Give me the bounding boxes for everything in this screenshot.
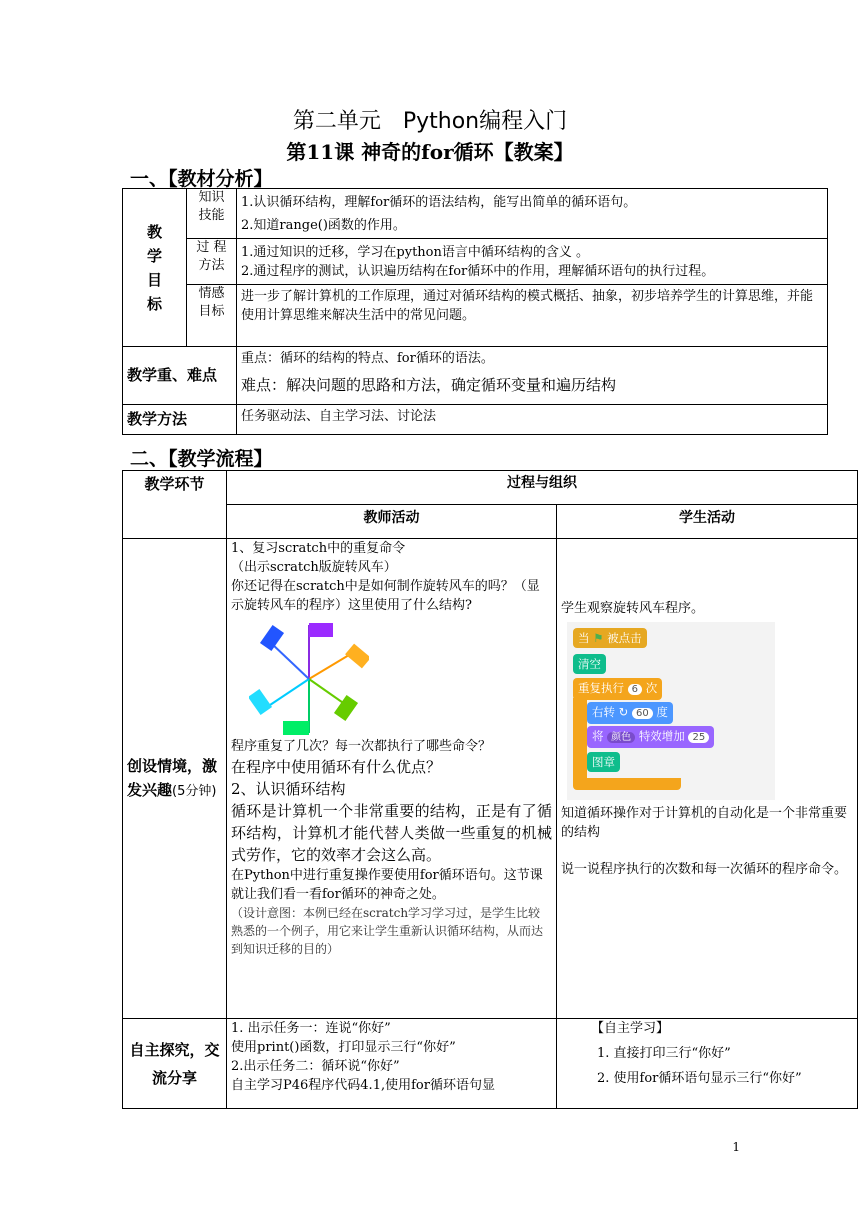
goal-line: 2.通过程序的测试，认识遍历结构在for循环中的作用，理解循环语句的执行过程。 — [241, 264, 715, 279]
teacher-line: 你还记得在scratch中是如何制作旋转风车的吗？（显示旋转风车的程序）这里使用了什么结构? — [231, 579, 540, 613]
pinwheel-image — [249, 621, 369, 737]
teacher-line: 2.出示任务二：循环说“你好” — [231, 1059, 400, 1074]
document-title: 第二单元 Python编程入门 — [292, 109, 568, 134]
goals-label: 教 学 目 标 — [123, 189, 187, 347]
goal-line: 1.通过知识的迁移，学习在python语言中循环结构的含义 。 — [241, 245, 589, 260]
teacher-line: 使用print()函数，打印显示三行“你好” — [231, 1040, 456, 1055]
change-effect-block: 将 颜色 特效增加 25 — [587, 726, 714, 748]
goal-line: 2.知道range()函数的作用。 — [241, 218, 406, 233]
clear-block: 清空 — [573, 654, 606, 674]
student-line: 1. 直接打印三行“你好” — [597, 1046, 731, 1061]
teacher-activity — [227, 539, 557, 1019]
goal-content: 进一步了解计算机的工作原理，通过对循环结构的模式概括、抽象，初步培养学生的计算思维，并能使用计算思维来解决生活中的常见问题。 — [237, 285, 828, 347]
goal-content — [237, 239, 828, 285]
scratch-program-image — [567, 622, 775, 800]
analysis-table — [122, 188, 828, 435]
student-line: 【自主学习】 — [591, 1021, 670, 1036]
student-line: 学生观察旋转风车程序。 — [561, 601, 705, 616]
goal-label: 知识 技能 — [187, 189, 237, 239]
student-activity-2 — [557, 1019, 858, 1109]
teacher-line: （出示scratch版旋转风车） — [231, 560, 397, 575]
student-line: 2. 使用for循环语句显示三行“你好” — [597, 1071, 802, 1086]
keypoint-text: 重点：循环的结构的特点、for循环的语法。 — [241, 351, 494, 366]
stage-header: 教学环节 — [123, 471, 227, 539]
goal-content — [237, 189, 828, 239]
method-text: 任务驱动法、自主学习法、讨论法 — [237, 405, 828, 435]
keypoints-label: 教学重、难点 — [123, 347, 237, 405]
teacher-line: 1. 出示任务一：连说“你好” — [231, 1021, 391, 1036]
student-activity — [557, 539, 858, 1019]
teacher-line: 2、认识循环结构 — [231, 780, 346, 798]
teacher-header: 教师活动 — [227, 505, 557, 539]
goal-label: 情感 目标 — [187, 285, 237, 347]
stage-cell-2: 自主探究，交流分享 — [123, 1019, 227, 1109]
student-line: 说一说程序执行的次数和每一次循环的程序命令。 — [561, 862, 848, 877]
section1-heading: 一、【教材分析】 — [130, 168, 273, 190]
student-header: 学生活动 — [557, 505, 858, 539]
keypoints-content — [237, 347, 828, 405]
teacher-line: 程序重复了几次？每一次都执行了哪些命令？ — [231, 739, 492, 754]
method-label: 教学方法 — [123, 405, 237, 435]
lesson-title: 第11课 神奇的for循环【教案】 — [286, 140, 574, 164]
green-flag-icon: ⚑ — [593, 631, 604, 645]
teacher-line: 在程序中使用循环有什么优点？ — [231, 758, 442, 776]
goal-line: 1.认识循环结构，理解for循环的语法结构，能写出简单的循环语句。 — [241, 195, 637, 210]
stage-time: (5分钟) — [172, 783, 217, 799]
teacher-line: 循环是计算机一个非常重要的结构，正是有了循环结构，计算机才能代替人类做一些重复的机械式劳作，它的效率才会这么高。 — [231, 802, 552, 864]
stamp-block: 图章 — [587, 752, 620, 772]
section2-heading: 二、【教学流程】 — [130, 448, 273, 470]
teacher-line: 1、复习scratch中的重复命令 — [231, 541, 406, 556]
goal-label: 过 程 方法 — [187, 239, 237, 285]
student-line: 知道循环操作对于计算机的自动化是一个非常重要的结构 — [561, 806, 848, 840]
stage-name: 创设情境，激发兴趣 — [127, 756, 218, 799]
teacher-activity-2 — [227, 1019, 557, 1109]
flow-table — [122, 470, 858, 1109]
turn-block: 右转 ↻ 60 度 — [587, 702, 673, 724]
when-flag-block: 当 ⚑ 被点击 — [573, 628, 647, 648]
teacher-line: 自主学习P46程序代码4.1,使用for循环语句显 — [231, 1078, 495, 1093]
process-header: 过程与组织 — [227, 471, 858, 505]
teacher-note: （设计意图：本例已经在scratch学习学习过，是学生比较熟悉的一个例子，用它来让学生重新认识循环结构，从而达到知识迁移的目的） — [231, 906, 544, 956]
repeat-block: 重复执行 6 次 — [573, 678, 662, 700]
teacher-line: 在Python中进行重复操作要使用for循环语句。这节课就让我们看一看for循环的神奇之处。 — [231, 868, 543, 902]
stage-cell — [123, 539, 227, 1019]
difficulty-text: 难点：解决问题的思路和方法，确定循环变量和遍历结构 — [241, 376, 617, 394]
page-number: 1 — [732, 1140, 740, 1154]
